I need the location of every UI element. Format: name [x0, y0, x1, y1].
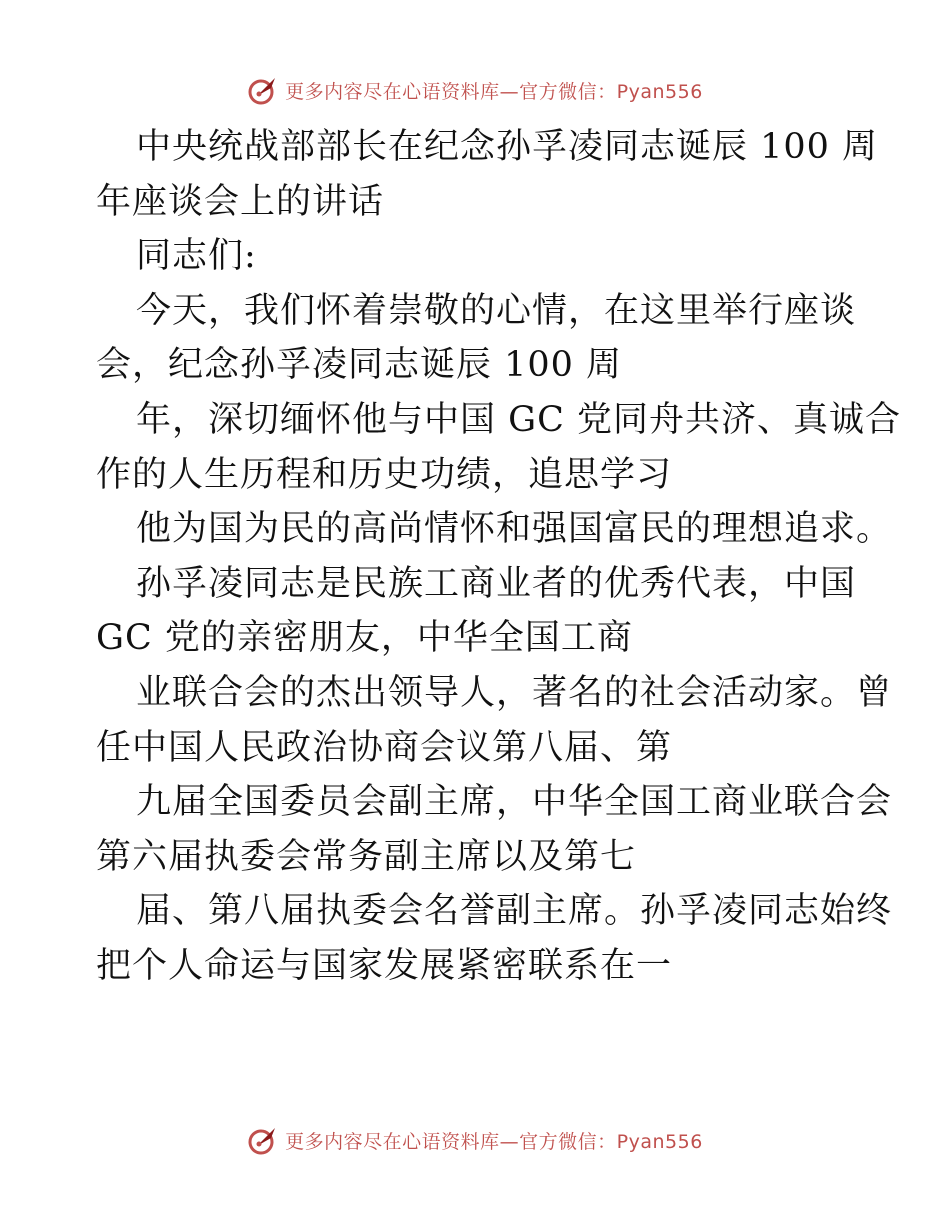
- text-line: 孙孚凌同志是民族工商业者的优秀代表，中国: [136, 563, 857, 604]
- header-banner-text: 更多内容尽在心语资料库—官方微信：Pyan556: [285, 80, 703, 103]
- footer-banner: [0, 1120, 950, 1160]
- text-line: 把个人命运与国家发展紧密联系在一: [96, 945, 673, 986]
- text-line: 任中国人民政治协商会议第八届、第: [96, 727, 673, 768]
- text-line: 同志们:: [136, 236, 257, 277]
- text-line: 届、第八届执委会名誉副主席。孙孚凌同志始终: [136, 891, 893, 932]
- feather-pen-logo-icon: [247, 1124, 279, 1156]
- header-banner: [0, 70, 950, 110]
- text-line: 会，纪念孙孚凌同志诞辰 100 周: [96, 345, 623, 386]
- text-line: 年座谈会上的讲话: [96, 181, 385, 222]
- text-line: 第六届执委会常务副主席以及第七: [96, 836, 637, 877]
- feather-pen-logo-icon: [247, 74, 279, 106]
- text-line: 九届全国委员会副主席，中华全国工商业联合会: [136, 782, 893, 823]
- footer-banner-text: 更多内容尽在心语资料库—官方微信：Pyan556: [285, 1130, 703, 1153]
- text-line: 年，深切缅怀他与中国 GC 党同舟共济、真诚合: [136, 399, 901, 440]
- text-line: 中央统战部部长在纪念孙孚凌同志诞辰 100 周: [136, 127, 879, 167]
- text-line: 业联合会的杰出领导人，著名的社会活动家。曾: [136, 672, 893, 713]
- text-line: 他为国为民的高尚情怀和强国富民的理想追求。: [136, 509, 893, 550]
- text-line: 今天，我们怀着崇敬的心情，在这里举行座谈: [136, 290, 857, 331]
- document-body: [96, 120, 901, 994]
- text-line: GC 党的亲密朋友，中华全国工商: [96, 618, 633, 659]
- text-line: 作的人生历程和历史功绩，追思学习: [96, 454, 673, 495]
